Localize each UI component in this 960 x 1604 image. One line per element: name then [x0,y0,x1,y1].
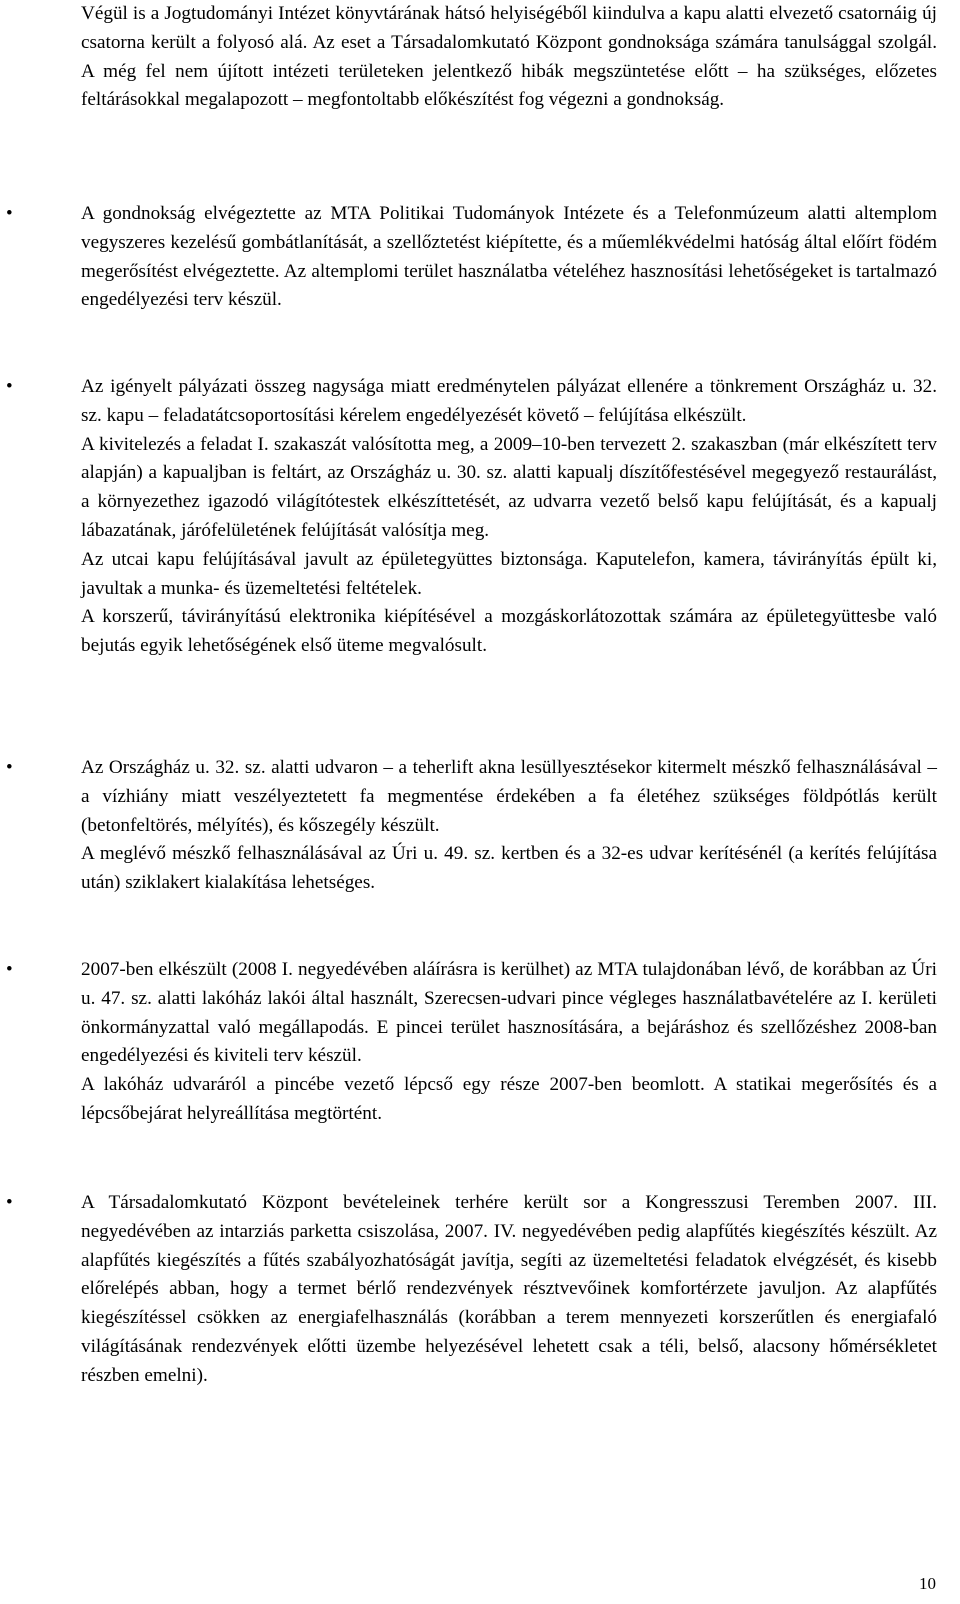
paragraph: Az Országház u. 32. sz. alatti udvaron – a teherlift akna lesüllyesztésekor kitermelt mészkő felhasználásával – a vízhiány miatt veszélyeztetett fa megmentése érdekében a fa életéhez szükséges földpótlás került (betonfeltörés, mélyítés), és kőszegély készült. [81,757,937,836]
bullet-icon: • [6,376,13,397]
paragraph: 2007-ben elkészült (2008 I. negyedévében aláírásra is kerülhet) az MTA tulajdonában lévő, de korábban az Úri u. 47. sz. alatti lakóház lakói által használt, Szerecsen-udvari pince végleges használatbavételére az I. kerületi önkormányzattal való megállapodás. E pincei terület hasznosítására, a bejáráshoz és szellőzéshez 2008-ban engedélyezési és kiviteli terv készül. [81,959,937,1067]
paragraph: A gondnokság elvégeztette az MTA Politikai Tudományok Intézete és a Telefonmúzeum alatti altemplom vegyszeres kezelésű gombátlanítását, a szellőztetést kiépítette, és a műemlékvédelmi hatóság által előírt födém megerősítést elvégeztette. Az altemplomi terület használatba vételéhez hasznosítási lehetőségeket is tartalmazó engedélyezési terv készül. [81,203,937,311]
paragraph: A meglévő mészkő felhasználásával az Úri u. 49. sz. kertben és a 32-es udvar kerítésénél (a kerítés felújítása után) sziklakert kialakítása lehetséges. [81,843,937,894]
intro-text: Végül is a Jogtudományi Intézet könyvtárának hátsó helyiségéből kiindulva a kapu alatti elvezető csatornáig új csatorna került a folyosó alá. Az eset a Társadalomkutató Központ gondnoksága számára tanulsággal szolgál. A még fel nem újított intézeti területeken jelentkező hibák megszüntetése előtt – ha szükséges, előzetes feltárásokkal megalapozott – megfontoltabb előkészítést fog végezni a gondnokság. [81,3,937,111]
paragraph: Az igényelt pályázati összeg nagysága miatt eredménytelen pályázat ellenére a tönkrement Országház u. 32. sz. kapu – feladatátcsoportosítási kérelem engedélyezését követő – felújítása elkészült. [81,376,937,426]
list-item-body [81,956,937,1129]
list-item-body [81,754,937,898]
list-item-body [81,1189,937,1391]
list-item-body [81,373,937,661]
paragraph: A lakóház udvaráról a pincébe vezető lépcső egy része 2007-ben beomlott. A statikai megerősítés és a lépcsőbejárat helyreállítása megtörtént. [81,1074,937,1124]
page-number: 10 [919,1574,936,1593]
paragraph: A Társadalomkutató Központ bevételeinek terhére került sor a Kongresszusi Teremben 2007. III. negyedévében az intarziás parketta csiszolása, 2007. IV. negyedévében pedig alapfűtés kiegészítés készült. Az alapfűtés kiegészítés a fűtés szabályozhatóságát javítja, segíti az üzemeltetési feladatok elvégzését, és kisebb előrelépés abban, hogy a termet bérlő rendezvények résztvevőinek komfortérzete javuljon. Az alapfűtés kiegészítéssel csökken az energiafelhasználás (korábban a terem mennyezeti korszerűtlen és energiafaló világításának rendezvények előtti üzembe helyezésével lehetett csak a téli, belső, alacsony hőmérsékletet részben emelni). [81,1192,937,1386]
paragraph: A korszerű, távirányítású elektronika kiépítésével a mozgáskorlátozottak számára az épületegyüttesbe való bejutás egyik lehetőségének első üteme megvalósult. [81,606,937,657]
paragraph: A kivitelezés a feladat I. szakaszát valósította meg, a 2009–10-ben tervezett 2. szakaszban (már elkészített terv alapján) a kapualjban is feltárt, az Országház u. 30. sz. alatti kapualj díszítőfestésével megegyező restaurálást, a környezethez igazodó világítótestek elkészíttetését, az udvarra vezető belső kapu felújítását, és a kapualj lábazatának, járófelületének felújítását valósítja meg. [81,433,937,541]
intro-paragraph [81,0,937,115]
bullet-icon: • [6,1192,13,1213]
bullet-icon: • [6,203,13,224]
bullet-icon: • [6,757,13,778]
paragraph: Az utcai kapu felújításával javult az épületegyüttes biztonsága. Kaputelefon, kamera, távirányítás épült ki, javultak a munka- és üzemeltetési feltételek. [81,548,937,599]
bullet-icon: • [6,959,13,980]
list-item-body [81,200,937,315]
